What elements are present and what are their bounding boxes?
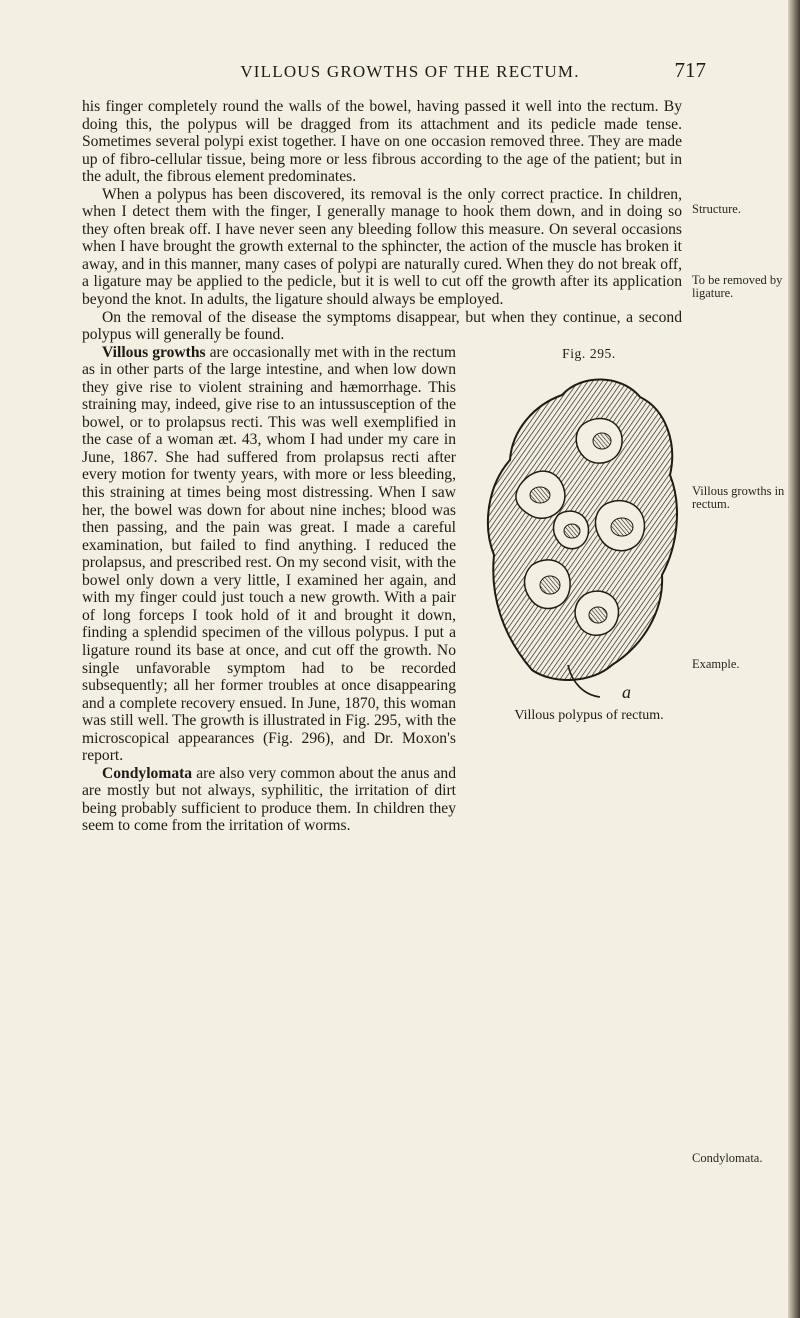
paragraph-polypus-removal: When a polypus has been discovered, its removal is the only correct practice. In children, when I detect them with the finger, I generally manage to hook them down, and in doing so they often break off. I have never seen any bleeding follow this measure. On several occasions when I have brought the growth external to the sphincter, the action of the muscle has broken it away, and in this manner, many cases of polypi are naturally cured. When they do not break off, a ligature may be applied to the pedicle, but it is well to cut off the growth after its application beyond the knot. In adults, the ligature should always be employed. — [82, 185, 682, 309]
condylomata-lead: Condylomata — [102, 764, 193, 782]
figure-letter: a — [622, 681, 631, 702]
condylomata-text: are also very common about the anus and are mostly but not always, syphilitic, the irritation of dirt being probably sufficient to produce them. In children they seem to come from the irritation of worms. — [82, 764, 456, 835]
page-number: 717 — [674, 58, 706, 82]
figure-295 — [468, 345, 690, 845]
margin-note-villous-growths: Villous growths in rectum. — [692, 484, 785, 511]
paragraph-polypus-structure: his finger completely round the walls of the bowel, having passed it well into the rectum. By doing this, the polypus will be dragged from its attachment and its pedicle made tense. Sometimes several polypi exist together. I have on one occasion removed three. They are made up of fibro-cellular tissue, being more or less fibrous according to the age of the patient; but in the adult, the fibrous element predominates. — [82, 98, 682, 186]
figure-label: Fig. 295. — [562, 345, 616, 361]
margin-note-to-be-removed: To be removed by ligature. — [692, 273, 783, 300]
margin-note-example: Example. — [692, 657, 740, 671]
figure-caption: Villous polypus of rectum. — [514, 707, 664, 723]
villous-polypus-illustration — [472, 365, 686, 705]
page-header — [110, 58, 710, 88]
villous-growths-lead: Villous growths — [102, 343, 206, 361]
running-head: VILLOUS GROWTHS OF THE RECTUM. — [240, 62, 580, 81]
body-text — [82, 98, 682, 845]
paragraph-symptoms: On the removal of the disease the symptoms disappear, but when they continue, a second polypus will generally be found. — [82, 308, 682, 344]
villous-growths-text: are occasionally met with in the rectum as in other parts of the large intestine, and when low down they give rise to violent straining and hæmorrhage. This straining may, indeed, give rise to an intussusception of the bowel, or to prolapsus recti. This was well exemplified in the case of a woman æt. 43, whom I had under my care in June, 1867. She had suffered from prolapsus recti after every motion for twenty years, with more or less bleeding, this straining at times being most distressing. When I saw her, the bowel was down for about nine inches; blood was then passing, and the pain was great. I made a careful examination, but failed to find anything. I reduced the prolapsus, and prescribed rest. On my second visit, with the bowel only down a very little, I examined her again, and with my finger could just touch a new growth. With a pair of long forceps I took hold of it and brought it down, finding a splendid specimen of the villous polypus. I put a ligature round its base at once, and cut off the growth. No single unfavorable symptom had to be recorded subsequently; all her former troubles at once disappearing and a complete recovery ensued. In June, 1870, this woman was still well. The growth is illustrated in Fig. 295, with the microscopical appearances (Fig. 296), and Dr. Moxon's report. — [82, 343, 457, 765]
margin-note-structure: Structure. — [692, 202, 741, 216]
margin-note-condylomata: Condylomata. — [692, 1151, 763, 1165]
page-edge-shadow — [788, 0, 800, 1318]
paragraph-villous-growths — [82, 344, 682, 765]
